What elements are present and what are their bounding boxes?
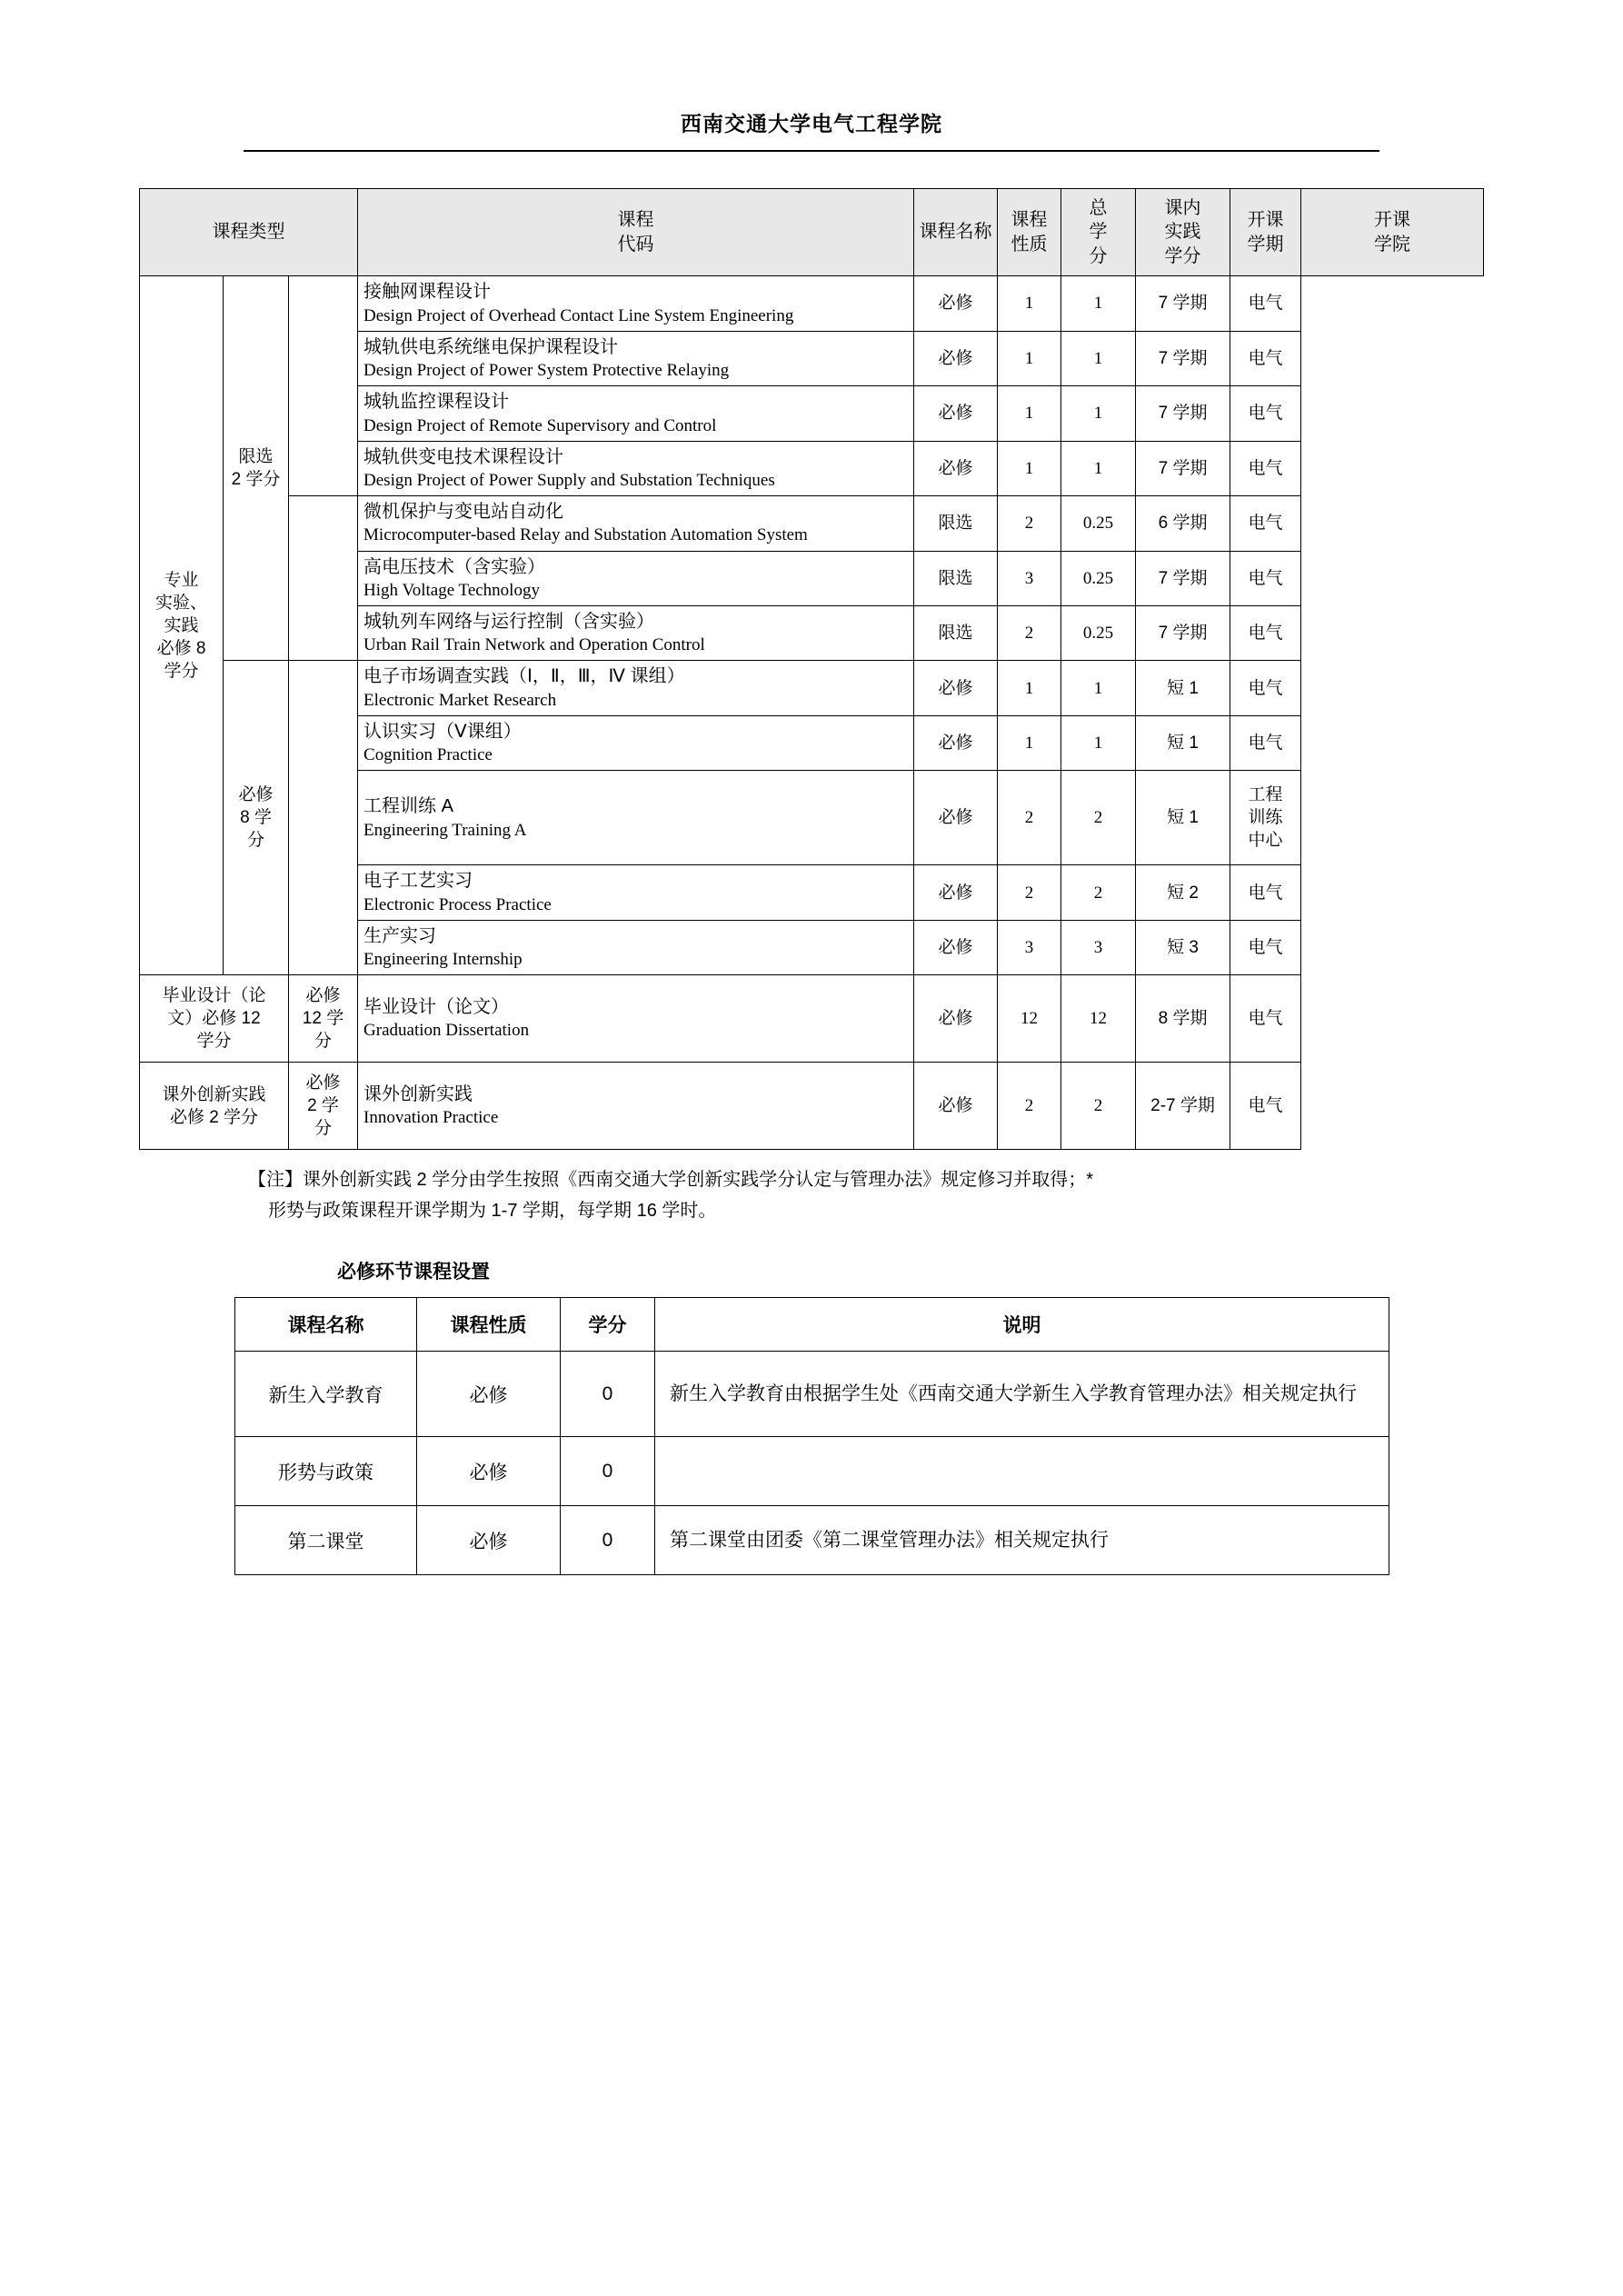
course-name-cn: 接触网课程设计	[363, 282, 492, 303]
course-nature: 限选	[914, 551, 998, 605]
group-innovation-type-l2: 必修 2 学分	[169, 1107, 259, 1127]
course-name-cell	[358, 920, 914, 974]
course-name-cn: 电子市场调查实践（Ⅰ，Ⅱ，Ⅲ，Ⅳ 课组）	[363, 666, 685, 687]
course-college: 电气	[1230, 441, 1301, 495]
group-thesis-type-l1: 毕业设计（论	[162, 986, 266, 1006]
table-row	[140, 975, 1484, 1063]
course-nature: 必修	[914, 920, 998, 974]
table-header-row	[140, 189, 1484, 276]
col-header-code-l2: 代码	[617, 234, 654, 255]
course-practice-credits: 0.25	[1061, 496, 1136, 551]
course-name-cell	[358, 551, 914, 605]
course-name-en: Graduation Dissertation	[363, 1021, 530, 1041]
course-name-cn: 工程训练 A	[363, 796, 453, 817]
course-term: 2-7 学期	[1136, 1063, 1230, 1150]
course-nature: 必修	[914, 386, 998, 441]
course-college: 电气	[1230, 920, 1301, 974]
group-major-practice	[140, 276, 224, 975]
course-term: 短 2	[1136, 865, 1230, 920]
course-college: 电气	[1230, 551, 1301, 605]
req-course-desc	[655, 1437, 1389, 1506]
course-name-cn: 微机保护与变电站自动化	[363, 502, 564, 523]
table-row	[235, 1352, 1389, 1437]
required-table-header-row	[235, 1298, 1389, 1352]
req-course-credit: 0	[561, 1506, 655, 1575]
req-course-name: 新生入学教育	[235, 1352, 417, 1437]
course-credits: 1	[998, 661, 1061, 715]
table-row	[140, 276, 1484, 331]
course-table	[139, 188, 1484, 1150]
course-name-cell	[358, 865, 914, 920]
course-college: 电气	[1230, 331, 1301, 385]
course-name-en: Urban Rail Train Network and Operation Control	[363, 635, 705, 655]
course-term: 短 1	[1136, 715, 1230, 770]
course-college: 电气	[1230, 975, 1301, 1063]
group-thesis-type	[140, 975, 289, 1063]
course-practice-credits: 0.25	[1061, 551, 1136, 605]
course-college-l2: 训练	[1248, 808, 1283, 828]
course-name-cn: 电子工艺实习	[363, 871, 473, 892]
col-header-code-l1: 课程	[617, 210, 654, 231]
col-header-practice-l1: 课内	[1164, 198, 1201, 218]
course-name-cell	[358, 276, 914, 331]
group-thesis-nature	[289, 975, 358, 1063]
course-credits: 2	[998, 1063, 1061, 1150]
table-note	[175, 1164, 1448, 1226]
req-course-name: 形势与政策	[235, 1437, 417, 1506]
course-college: 电气	[1230, 496, 1301, 551]
course-name-cn: 城轨监控课程设计	[363, 392, 510, 413]
course-nature: 必修	[914, 661, 998, 715]
col-header-name: 课程名称	[914, 189, 998, 276]
course-nature: 必修	[914, 331, 998, 385]
header-title: 西南交通大学电气工程学院	[681, 112, 942, 135]
group-thesis-type-l2: 文）必修 12	[167, 1009, 261, 1029]
course-credits: 12	[998, 975, 1061, 1063]
course-name-en: Cognition Practice	[363, 745, 493, 765]
table-row	[140, 661, 1484, 715]
course-credits: 3	[998, 551, 1061, 605]
group-major-practice-l5: 学分	[164, 661, 199, 681]
course-term: 7 学期	[1136, 441, 1230, 495]
course-name-cell	[358, 1063, 914, 1150]
course-credits: 1	[998, 331, 1061, 385]
course-college-l1: 工程	[1248, 785, 1283, 805]
group-major-practice-l4: 必修 8	[156, 638, 206, 658]
group-required-8-l2: 8 学	[240, 808, 272, 828]
course-practice-credits: 1	[1061, 661, 1136, 715]
course-practice-credits: 1	[1061, 715, 1136, 770]
group-thesis-type-l3: 学分	[196, 1032, 232, 1052]
section-title-required: 必修环节课程设置	[337, 1262, 490, 1283]
course-college: 电气	[1230, 605, 1301, 660]
course-name-cn: 生产实习	[363, 925, 437, 946]
header-divider	[244, 150, 1379, 152]
course-name-cn: 认识实习（Ⅴ课组）	[363, 721, 522, 742]
course-term: 7 学期	[1136, 331, 1230, 385]
course-nature: 必修	[914, 1063, 998, 1150]
group-required-8	[224, 661, 289, 975]
col-header-credits-l1: 总	[1089, 198, 1108, 218]
group-innovation-nature	[289, 1063, 358, 1150]
table-row	[140, 1063, 1484, 1150]
course-nature: 限选	[914, 496, 998, 551]
col-header-nature-l1: 课程	[1011, 210, 1048, 231]
group-limited-2	[224, 276, 289, 661]
req-col-header-credit: 学分	[561, 1298, 655, 1352]
group-major-practice-l3: 实践	[164, 615, 199, 635]
col-header-term	[1230, 189, 1301, 276]
course-credits: 1	[998, 386, 1061, 441]
course-term: 7 学期	[1136, 551, 1230, 605]
course-college: 电气	[1230, 276, 1301, 331]
course-name-cn: 城轨列车网络与运行控制（含实验）	[363, 611, 655, 632]
course-name-cell	[358, 975, 914, 1063]
course-practice-credits: 12	[1061, 975, 1136, 1063]
req-course-nature: 必修	[417, 1437, 561, 1506]
course-college: 电气	[1230, 865, 1301, 920]
course-nature: 必修	[914, 975, 998, 1063]
course-name-en: Innovation Practice	[363, 1108, 499, 1128]
course-name-en: Electronic Process Practice	[363, 894, 552, 914]
course-credits: 1	[998, 715, 1061, 770]
table-row	[140, 496, 1484, 551]
col-header-nature-l2: 性质	[1011, 234, 1048, 255]
course-name-en: Engineering Internship	[363, 950, 523, 970]
course-credits: 2	[998, 605, 1061, 660]
course-name-en: Microcomputer-based Relay and Substation Automation System	[363, 525, 808, 545]
group-innovation-nature-l3: 分	[314, 1119, 333, 1139]
course-name-cn: 毕业设计（论文）	[363, 997, 510, 1018]
req-col-header-nature: 课程性质	[417, 1298, 561, 1352]
group-required-8-l3: 分	[246, 831, 264, 851]
course-nature: 必修	[914, 715, 998, 770]
course-credits: 1	[998, 276, 1061, 331]
col-header-credits	[1061, 189, 1136, 276]
course-practice-credits: 2	[1061, 771, 1136, 865]
required-table-wrap	[234, 1297, 1389, 1575]
course-practice-credits: 1	[1061, 441, 1136, 495]
course-name-cell	[358, 441, 914, 495]
col-header-practice-l2: 实践	[1164, 222, 1201, 243]
course-college	[1230, 771, 1301, 865]
course-credits: 1	[998, 441, 1061, 495]
group-thesis-nature-l2: 12 学	[302, 1009, 344, 1029]
code-cell	[289, 276, 358, 496]
course-term: 7 学期	[1136, 276, 1230, 331]
req-course-credit: 0	[561, 1352, 655, 1437]
course-practice-credits: 1	[1061, 331, 1136, 385]
course-college-l3: 中心	[1248, 831, 1283, 851]
col-header-credits-l2: 学	[1089, 222, 1108, 243]
group-limited-2-l1: 限选	[238, 447, 274, 467]
course-nature: 必修	[914, 865, 998, 920]
group-innovation-nature-l1: 必修	[305, 1073, 341, 1093]
course-credits: 2	[998, 496, 1061, 551]
course-name-en: High Voltage Technology	[363, 580, 540, 600]
course-name-cell	[358, 605, 914, 660]
group-thesis-nature-l3: 分	[314, 1032, 333, 1052]
group-required-8-l1: 必修	[238, 785, 274, 805]
req-course-credit: 0	[561, 1437, 655, 1506]
col-header-credits-l3: 分	[1089, 245, 1108, 266]
course-college: 电气	[1230, 1063, 1301, 1150]
req-course-name: 第二课堂	[235, 1506, 417, 1575]
group-innovation-type	[140, 1063, 289, 1150]
course-table-wrap	[139, 188, 1484, 1150]
col-header-type: 课程类型	[140, 189, 358, 276]
course-name-cell	[358, 386, 914, 441]
col-header-college-l2: 学院	[1374, 234, 1411, 255]
course-college: 电气	[1230, 661, 1301, 715]
course-name-cell	[358, 771, 914, 865]
req-course-desc: 新生入学教育由根据学生处《西南交通大学新生入学教育管理办法》相关规定执行	[655, 1352, 1389, 1437]
course-name-cn: 城轨供电系统继电保护课程设计	[363, 336, 619, 357]
note-line-2: 形势与政策课程开课学期为 1-7 学期，每学期 16 学时。	[268, 1201, 717, 1222]
required-courses-table	[234, 1297, 1389, 1575]
req-course-desc: 第二课堂由团委《第二课堂管理办法》相关规定执行	[655, 1506, 1389, 1575]
req-col-header-desc: 说明	[655, 1298, 1389, 1352]
course-name-en: Design Project of Overhead Contact Line System Engineering	[363, 305, 794, 325]
course-nature: 必修	[914, 771, 998, 865]
col-header-code	[358, 189, 914, 276]
course-term: 6 学期	[1136, 496, 1230, 551]
course-practice-credits: 1	[1061, 276, 1136, 331]
course-practice-credits: 2	[1061, 865, 1136, 920]
group-major-practice-l1: 专业	[164, 570, 199, 590]
col-header-college-l1: 开课	[1374, 210, 1411, 231]
course-practice-credits: 2	[1061, 1063, 1136, 1150]
course-practice-credits: 1	[1061, 386, 1136, 441]
course-name-en: Design Project of Power System Protective Relaying	[363, 361, 730, 381]
code-cell	[289, 661, 358, 975]
course-college: 电气	[1230, 386, 1301, 441]
course-name-en: Electronic Market Research	[363, 690, 557, 710]
course-credits: 3	[998, 920, 1061, 974]
course-credits: 2	[998, 771, 1061, 865]
course-term: 8 学期	[1136, 975, 1230, 1063]
course-nature: 必修	[914, 441, 998, 495]
course-name-cell	[358, 496, 914, 551]
col-header-practice	[1136, 189, 1230, 276]
req-course-nature: 必修	[417, 1352, 561, 1437]
course-term: 7 学期	[1136, 386, 1230, 441]
course-term: 短 1	[1136, 661, 1230, 715]
group-innovation-nature-l2: 2 学	[307, 1096, 339, 1116]
course-name-en: Design Project of Remote Supervisory and Control	[363, 415, 717, 435]
course-credits: 2	[998, 865, 1061, 920]
group-thesis-nature-l1: 必修	[305, 986, 341, 1006]
course-term: 短 1	[1136, 771, 1230, 865]
col-header-term-l2: 学期	[1247, 234, 1284, 255]
page-header	[0, 0, 1623, 137]
course-practice-credits: 0.25	[1061, 605, 1136, 660]
course-term: 7 学期	[1136, 605, 1230, 660]
group-innovation-type-l1: 课外创新实践	[162, 1084, 266, 1104]
course-name-cn: 高电压技术（含实验）	[363, 556, 546, 577]
course-name-en: Design Project of Power Supply and Substation Techniques	[363, 470, 775, 490]
col-header-college	[1301, 189, 1484, 276]
course-name-cn: 城轨供变电技术课程设计	[363, 446, 564, 467]
note-line-1: 【注】课外创新实践 2 学分由学生按照《西南交通大学创新实践学分认定与管理办法》规定修习并取得；*	[248, 1170, 1094, 1191]
req-course-nature: 必修	[417, 1506, 561, 1575]
group-limited-2-l2: 2 学分	[231, 470, 281, 490]
course-college: 电气	[1230, 715, 1301, 770]
course-nature: 限选	[914, 605, 998, 660]
course-name-cell	[358, 715, 914, 770]
course-term: 短 3	[1136, 920, 1230, 974]
table-row	[235, 1437, 1389, 1506]
code-cell	[289, 496, 358, 661]
course-name-en: Engineering Training A	[363, 820, 527, 840]
table-row	[235, 1506, 1389, 1575]
col-header-nature	[998, 189, 1061, 276]
group-major-practice-l2: 实验、	[154, 593, 207, 613]
course-practice-credits: 3	[1061, 920, 1136, 974]
req-col-header-name: 课程名称	[235, 1298, 417, 1352]
col-header-practice-l3: 学分	[1164, 245, 1201, 266]
course-name-cell	[358, 331, 914, 385]
course-name-cell	[358, 661, 914, 715]
course-name-cn: 课外创新实践	[363, 1084, 473, 1105]
course-nature: 必修	[914, 276, 998, 331]
col-header-term-l1: 开课	[1247, 210, 1284, 231]
